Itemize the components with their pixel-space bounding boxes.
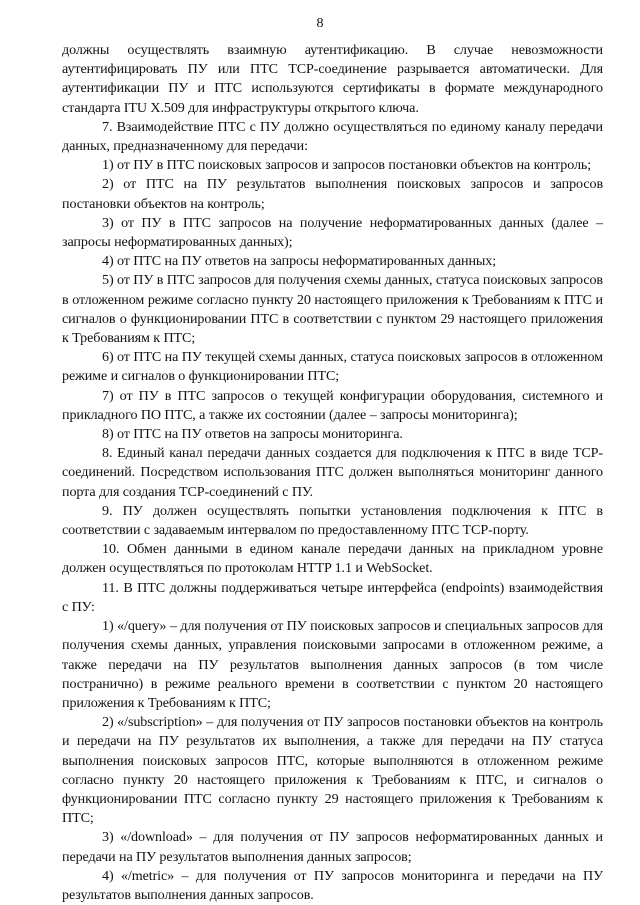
clause-7-item-7: 7) от ПУ в ПТС запросов о текущей конфигурации оборудования, системного и прикладного ПО ПТС, а также их состоянии (далее – запросы мониторинга); [62,387,603,423]
clause-7: 7. Взаимодействие ПТС с ПУ должно осуществляться по единому каналу передачи данных, предназначенному для передачи: [62,118,603,155]
clause-7-item-5: 5) от ПУ в ПТС запросов для получения схемы данных, статуса поисковых запросов в отложенном режиме согласно пункту 20 настоящего приложения к Требованиям к ПТС и сигналов о функционировании ПТС в соответствии с пунктом 29 настоящего приложения к Требованиям к ПТС; [62,272,603,347]
clause-7-item-3: 3) от ПУ в ПТС запросов на получение неформатированных данных (далее – запросы неформатированных данных); [62,214,603,251]
clause-7-item-4: 4) от ПТС на ПУ ответов на запросы неформатированных данных; [102,253,497,270]
document-body [62,41,603,905]
clause-8: 8. Единый канал передачи данных создается для подключения к ПТС в виде TCP-соединений. Посредством использования ПТС должен выполняться мониторинг данного порта для создания TCP-соединений с ПУ. [62,445,603,500]
clause-11-item-3: 3) «/download» – для получения от ПУ запросов неформатированных данных и передачи на ПУ результатов выполнения данных запросов; [62,829,603,865]
clause-11-item-2: 2) «/subscription» – для получения от ПУ запросов постановки объектов на контроль и передачи на ПУ результатов их выполнения, а также для передачи на ПУ статуса выполнения поисковых запросов ПТС, которые выполняются в отложенном режиме согласно пункту 20 настоящего приложения к Требованиям к ПТС, и сигналов о функционировании ПТС согласно пункту 29 настоящего приложения к Требованиям к ПТС; [62,714,603,827]
clause-11-item-1: 1) «/query» – для получения от ПУ поисковых запросов и специальных запросов для получения схемы данных, управления поисковыми запросами в отложенном режиме, а также передачи на ПУ результатов выполнения данных запросов (в том числе постранично) в режиме реального времени в соответствии с пунктом 20 настоящего приложения к Требованиям к ПТС; [62,618,603,711]
clause-10: 10. Обмен данными в едином канале передачи данных на прикладном уровне должен осуществляться по протоколам HTTP 1.1 и WebSocket. [62,541,603,577]
clause-11: 11. В ПТС должны поддерживаться четыре интерфейса (endpoints) взаимодействия с ПУ: [62,579,603,615]
paragraph-continuation: должны осуществлять взаимную аутентификацию. В случае невозможности аутентифицировать ПУ или ПТС TCP-соединение разрывается автоматически. Для аутентификации ПУ и ПТС используются сертификаты в формате международного стандарта ITU X.509 для инфраструктуры открытого ключа. [62,42,603,116]
clause-7-item-6: 6) от ПТС на ПУ текущей схемы данных, статуса поисковых запросов в отложенном режиме и сигналов о функционировании ПТС; [62,349,603,385]
clause-7-item-1: 1) от ПУ в ПТС поисковых запросов и запросов постановки объектов на контроль; [102,157,592,174]
clause-11-item-4: 4) «/metric» – для получения от ПУ запросов мониторинга и передачи на ПУ результатов выполнения данных запросов. [62,867,603,903]
clause-7-item-2: 2) от ПТС на ПУ результатов выполнения поисковых запросов и запросов постановки объектов на контроль; [62,176,603,212]
page-number: 8 [316,16,324,31]
clause-7-item-8: 8) от ПТС на ПУ ответов на запросы мониторинга. [102,426,403,443]
clause-9: 9. ПУ должен осуществлять попытки установления подключения к ПТС в соответствии с задаваемым интервалом по предоставленному ПТС TCP-порту. [62,502,603,539]
